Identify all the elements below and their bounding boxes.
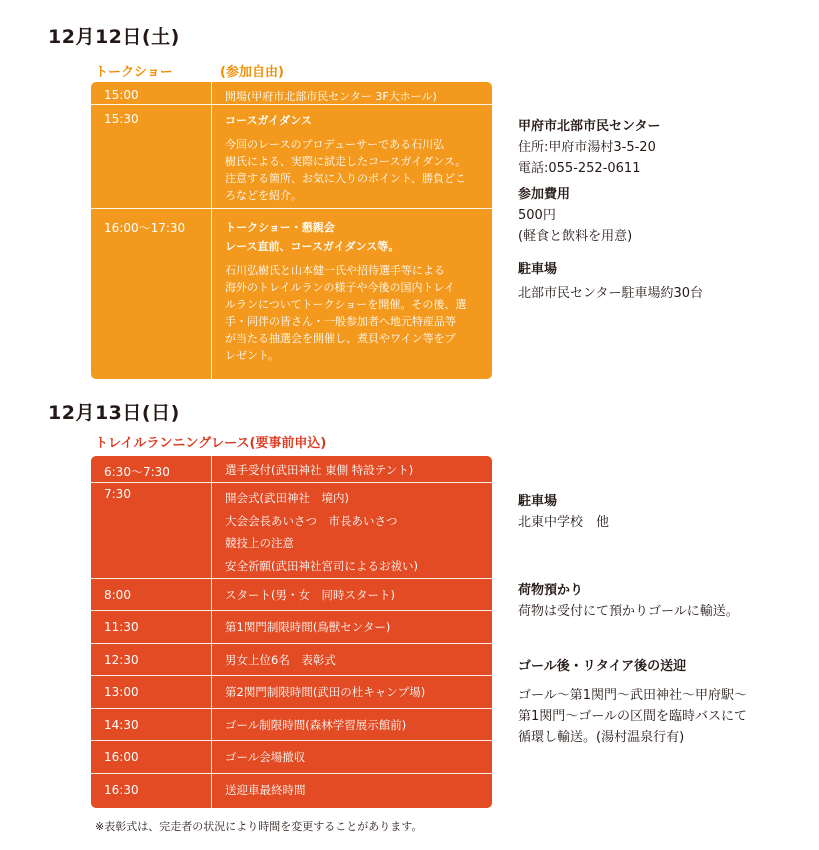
row-time: 13:00 (104, 685, 139, 699)
row-time: 15:00 (104, 88, 139, 102)
row-title-2: レース直前、コースガイダンス等。 (225, 240, 400, 253)
column-divider (211, 82, 212, 379)
row-time: 6:30〜7:30 (104, 465, 170, 479)
row-time: 14:30 (104, 718, 139, 732)
row-title: 第1関門制限時間(鳥獣センター) (225, 620, 391, 634)
shuttle-line: 第1関門〜ゴールの区間を臨時バスにて (518, 709, 748, 724)
fee-note: (軽食と飲料を用意) (518, 229, 633, 244)
row-divider (91, 610, 492, 611)
description-line: 海外のトレイルランの様子や今後の国内トレイ (225, 281, 455, 294)
row-content (225, 487, 483, 577)
row-title: コースガイダンス (225, 114, 312, 127)
day1-subtitle: トークショー (95, 65, 173, 80)
day2-luggage-info (518, 580, 739, 622)
row-divider (91, 482, 492, 483)
row-divider (91, 643, 492, 644)
shuttle-title: ゴール後・リタイア後の送迎 (518, 659, 687, 674)
fee-title: 参加費用 (518, 187, 571, 202)
column-divider (211, 456, 212, 808)
day1-side-info (518, 116, 703, 304)
row-title: 男女上位6名 表彰式 (225, 653, 336, 667)
luggage-title: 荷物預かり (518, 583, 584, 598)
day1-subtitle-note: (参加自由) (220, 65, 284, 80)
row-title: 第2関門制限時間(武田の杜キャンプ場) (225, 685, 426, 699)
row-description (225, 136, 483, 204)
description-line: が当たる抽選会を開催し、煮貝やワイン等をプ (225, 332, 456, 345)
row-title: 選手受付(武田神社 東側 特設テント) (225, 463, 414, 477)
row-content (225, 749, 483, 766)
description-line: 手・同伴の皆さん・一般参加者へ地元特産品等 (225, 315, 456, 328)
row-title: スタート(男・女 同時スタート) (225, 588, 395, 602)
description-line: 今回のレースのプロデューサーである石川弘 (225, 138, 445, 151)
shuttle-line: 循環し輸送。(湯村温泉行有) (518, 730, 685, 745)
row-content (225, 112, 483, 204)
row-title: 開場(甲府市北部市民センター 3F大ホール) (225, 90, 437, 103)
row-time: 7:30 (104, 487, 131, 501)
parking-info: 北東中学校 他 (518, 515, 610, 530)
day2-subtitle: トレイルランニングレース(要事前申込) (95, 436, 327, 451)
row-content (225, 652, 483, 669)
row-divider (91, 675, 492, 676)
row-content (225, 717, 483, 734)
row-title: ゴール会場撤収 (225, 750, 306, 764)
description-line: レゼント。 (225, 349, 280, 362)
row-content (225, 782, 483, 799)
row-description (225, 262, 483, 364)
row-line: 競技上の注意 (225, 536, 294, 550)
row-time: 16:30 (104, 783, 139, 797)
row-content (225, 88, 483, 105)
description-line: 樹氏による、実際に試走したコースガイダンス。 (225, 155, 467, 168)
day2-shuttle-info (518, 656, 747, 748)
description-line: ルランについてトークショーを開催。その後、選 (225, 298, 467, 311)
parking-title: 駐車場 (518, 494, 558, 509)
parking-info: 北部市民センター駐車場約30台 (518, 286, 704, 301)
row-line: 大会会長あいさつ 市長あいさつ (225, 513, 398, 528)
row-time: 15:30 (104, 112, 139, 126)
row-divider (91, 773, 492, 774)
description-line: 石川弘樹氏と山本健一氏や招待選手等による (225, 264, 445, 277)
row-divider (91, 708, 492, 709)
row-title: ゴール制限時間(森林学習展示館前) (225, 718, 407, 732)
row-content (225, 587, 483, 604)
row-divider (91, 578, 492, 579)
shuttle-description (518, 685, 747, 748)
description-line: 注意する箇所、お気に入りのポイント、勝負どこ (225, 172, 467, 185)
row-content (225, 219, 483, 364)
row-divider (91, 208, 492, 209)
description-line: ろなどを紹介。 (225, 189, 302, 202)
fee-amount: 500円 (518, 208, 556, 223)
row-time: 16:00 (104, 750, 139, 764)
row-content (225, 684, 483, 701)
row-content (225, 619, 483, 636)
row-divider (91, 740, 492, 741)
day2-schedule-table (91, 456, 492, 808)
shuttle-line: ゴール〜第1関門〜武田神社〜甲府駅〜 (518, 688, 748, 703)
row-time: 8:00 (104, 588, 131, 602)
footnote: ※表彰式は、完走者の状況により時間を変更することがあります。 (95, 820, 423, 833)
venue-title: 甲府市北部市民センター (518, 119, 661, 134)
venue-phone: 電話:055-252-0611 (518, 161, 641, 176)
day1-title: 12月12日(土) (48, 26, 180, 48)
venue-address: 住所:甲府市湯村3-5-20 (518, 140, 656, 155)
day2-parking-info (518, 491, 609, 533)
row-title: トークショー・懇親会 (225, 221, 335, 234)
day2-title: 12月13日(日) (48, 402, 180, 424)
row-time: 11:30 (104, 620, 139, 634)
row-time: 16:00〜17:30 (104, 221, 186, 235)
row-content (225, 462, 483, 479)
parking-title: 駐車場 (518, 262, 558, 277)
row-title: 送迎車最終時間 (225, 783, 306, 797)
row-time: 12:30 (104, 653, 139, 667)
day1-schedule-table (91, 82, 492, 379)
row-line: 安全祈願(武田神社宮司によるお祓い) (225, 558, 418, 573)
row-line: 開会式(武田神社 境内) (225, 491, 349, 505)
luggage-info: 荷物は受付にて預かりゴールに輸送。 (518, 604, 739, 619)
